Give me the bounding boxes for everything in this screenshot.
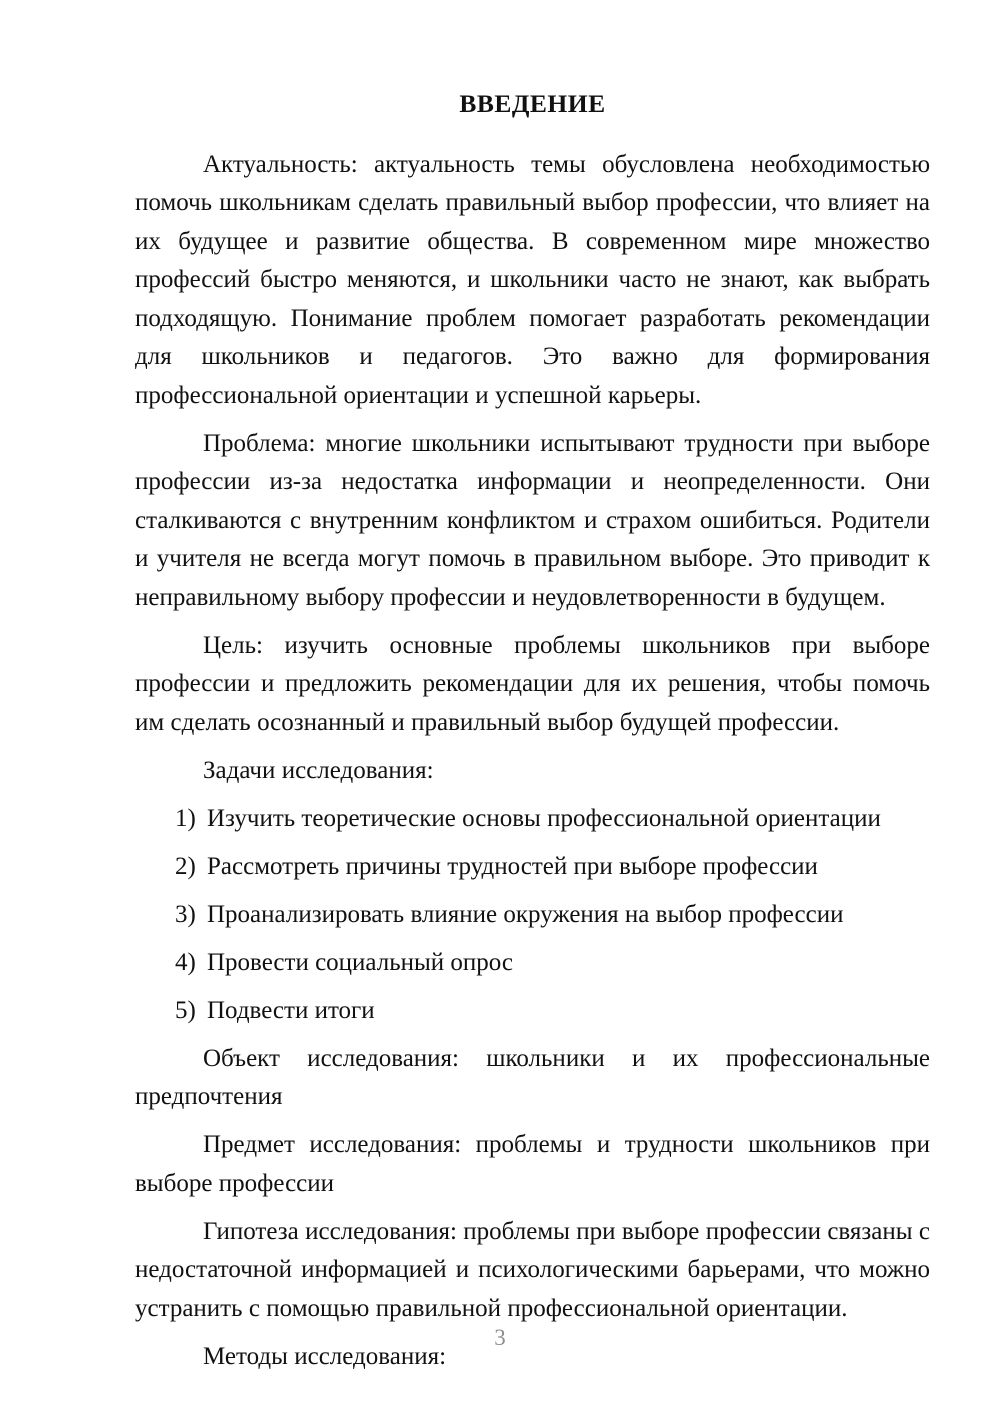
list-item-marker: 4) [175, 948, 196, 976]
paragraph-subject: Предмет исследования: проблемы и трудности школьников при выборе профессии [135, 1131, 930, 1197]
paragraph-problem: Проблема: многие школьники испытывают трудности при выборе профессии из-за недостатка информации и неопределенности. Они сталкиваются с внутренним конфликтом и страхом ошибиться. Родители и учителя не всегда могут помочь в правильном выборе. Это приводит к неправильному выбору профессии и неудовлетворенности в будущем. [135, 429, 930, 611]
heading-tasks: Задачи исследования: [203, 756, 434, 784]
list-item-marker: 1) [175, 804, 196, 832]
list-item-label: Подвести итоги [207, 996, 375, 1024]
list-item [135, 800, 930, 839]
paragraph-object: Объект исследования: школьники и их профессиональные предпочтения [135, 1044, 930, 1111]
paragraph-relevance: Актуальность: актуальность темы обусловлена необходимостью помочь школьникам сделать правильный выбор профессии, что влияет на их будущее и развитие общества. В современном мире множество профессий быстро меняются, и школьники часто не знают, как выбрать подходящую. Понимание проблем помогает разработать рекомендации для школьников и педагогов. Это важно для формирования профессиональной ориентации и успешной карьеры. [135, 150, 930, 409]
list-item-label: Рассмотреть причины трудностей при выборе профессии [207, 852, 818, 880]
list-item-label: Провести социальный опрос [207, 948, 514, 976]
list-item-marker: 3) [175, 900, 196, 928]
list-item-marker: 5) [175, 996, 196, 1024]
list-item [135, 848, 930, 887]
list-item-label: Проанализировать влияние окружения на выбор профессии [207, 900, 844, 928]
list-item-label: Изучить теоретические основы профессиональной ориентации [207, 804, 881, 832]
list-item-marker: 2) [175, 852, 196, 880]
paragraph-hypothesis: Гипотеза исследования: проблемы при выборе профессии связаны с недостаточной информацией и психологическими барьерами, что можно устранить с помощью правильной профессиональной ориентации. [135, 1217, 930, 1322]
heading-methods: Методы исследования: [203, 1342, 447, 1370]
list-item [135, 992, 930, 1031]
paragraph-goal: Цель: изучить основные проблемы школьников при выборе профессии и предложить рекомендации для их решения, чтобы помочь им сделать осознанный и правильный выбор будущей профессии. [135, 631, 930, 736]
list-item [135, 944, 930, 983]
document-body [135, 88, 930, 1386]
page-number: 3 [494, 1325, 506, 1350]
list-item [135, 896, 930, 935]
page-title: ВВЕДЕНИЕ [459, 89, 606, 118]
tasks-list [135, 800, 930, 1031]
